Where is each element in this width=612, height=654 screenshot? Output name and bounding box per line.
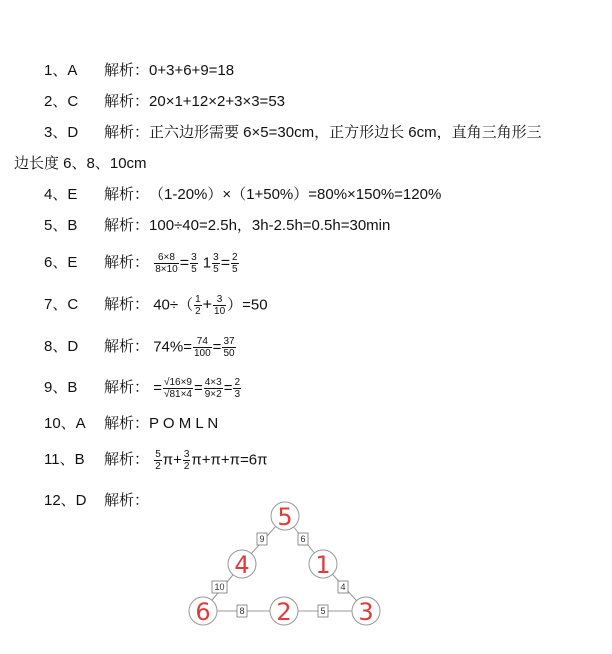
answer-line-7: 7、C 解析： 40÷（ $\frac{1}{2}$ + $\frac{3}{10}$ ）=50 [44,294,268,317]
fraction: $\frac{5}{2}$ [155,449,161,472]
svg-text:9: 9 [259,534,265,544]
answer-line-3-continued: 边长度 6、8、10cm [14,155,147,172]
svg-text:4: 4 [340,582,346,592]
fraction: $\frac{1}{2}$ [195,294,201,317]
svg-text:5: 5 [320,606,326,616]
svg-text:8: 8 [239,606,245,616]
node-circle [309,550,337,579]
fraction: $\frac{2}{5}$ [232,252,238,275]
fraction: $\frac{3}{5}$ [213,252,219,275]
answer-text: P O M L N [149,415,219,432]
answer-number: 2、C [44,93,79,110]
answer-number: 11、B [44,451,85,469]
answer-number: 6、E [44,254,78,272]
answer-line-9: 9、B 解析： = $\frac{√16\times 9}{√81\times 4}$ = $\frac{4\times 3}{9\times 2}$ = $\frac{2}{3}$ [44,377,241,400]
edge-weight [212,581,227,593]
answer-line-8: 8、D 解析： 74%= $\frac{74}{100}$ = $\frac{37}{50}$ [44,336,235,359]
answer-label: 解析： [104,296,150,314]
answer-label: 解析： [104,415,150,432]
answer-label: 解析： [104,124,150,141]
answer-text: 正六边形需要 6×5=30cm，正方形边长 6cm，直角三角形三 [149,124,542,141]
edge-weight [318,605,328,617]
answer-number: 1、A [44,62,78,79]
answer-number: 9、B [44,379,78,397]
answer-number: 8、D [44,338,79,356]
fraction: $\frac{6\times 8}{8\times 10}$ [155,252,178,275]
answer-text: 100÷40=2.5h，3h-2.5h=0.5h=30min [149,217,391,234]
edge-weight [298,533,308,545]
answer-number: 10、A [44,415,86,432]
answer-text: （1-20%）×（1+50%）=80%×150%=120% [149,186,442,203]
fraction: $\frac{2}{3}$ [234,377,241,400]
answer-line-6: 6、E 解析： $\frac{6\times 8}{8\times 10}$ = $\frac{3}{5}$ 1 $\frac{3}{5}$ = $\frac{2}{5}$ [44,252,238,275]
svg-text:10: 10 [214,582,225,592]
answer-label: 解析： [104,217,150,234]
node-circle [271,502,299,531]
svg-text:2: 2 [276,598,292,626]
svg-text:5: 5 [277,503,293,531]
answer-label: 解析： [104,93,150,110]
node-circle [270,597,298,626]
answer-line-11: 11、B 解析： $\frac{5}{2}$ π+ $\frac{3}{2}$ π+π+π=6π [44,449,268,472]
fraction: $\frac{74}{100}$ [193,336,211,359]
edge-weight [338,581,348,593]
fraction: $\frac{37}{50}$ [223,336,235,359]
answer-label: 解析： [104,186,150,203]
svg-text:1: 1 [315,551,331,579]
fraction: $\frac{3}{2}$ [183,449,190,472]
answer-label: 解析： [104,338,150,356]
svg-text:3: 3 [358,598,374,626]
answer-number: 5、B [44,217,78,234]
answer-label: 解析： [104,62,150,79]
answer-label: 解析： [104,254,150,272]
svg-text:6: 6 [195,598,211,626]
answer-number: 7、C [44,296,79,314]
fraction: $\frac{4\times 3}{9\times 2}$ [204,377,222,400]
answer-text: 20×1+12×2+3×3=53 [149,93,285,110]
svg-text:4: 4 [234,551,250,579]
edge-weight [257,533,267,545]
answer-number: 4、E [44,186,78,203]
answer-label: 解析： [104,451,150,469]
answer-number: 3、D [44,124,79,141]
node-circle [228,550,256,579]
answer-label: 解析： [104,492,150,509]
answer-label: 解析： [104,379,150,397]
fraction: $\frac{√16\times 9}{√81\times 4}$ [163,377,192,400]
node-circle [352,597,380,626]
answer-text: 0+3+6+9=18 [149,62,235,79]
fraction: $\frac{3}{10}$ [214,294,226,317]
answer-number: 12、D [44,492,87,509]
fraction: $\frac{3}{5}$ [191,252,197,275]
svg-text:6: 6 [300,534,306,544]
node-circle [189,597,217,626]
edge-weight [237,605,247,617]
